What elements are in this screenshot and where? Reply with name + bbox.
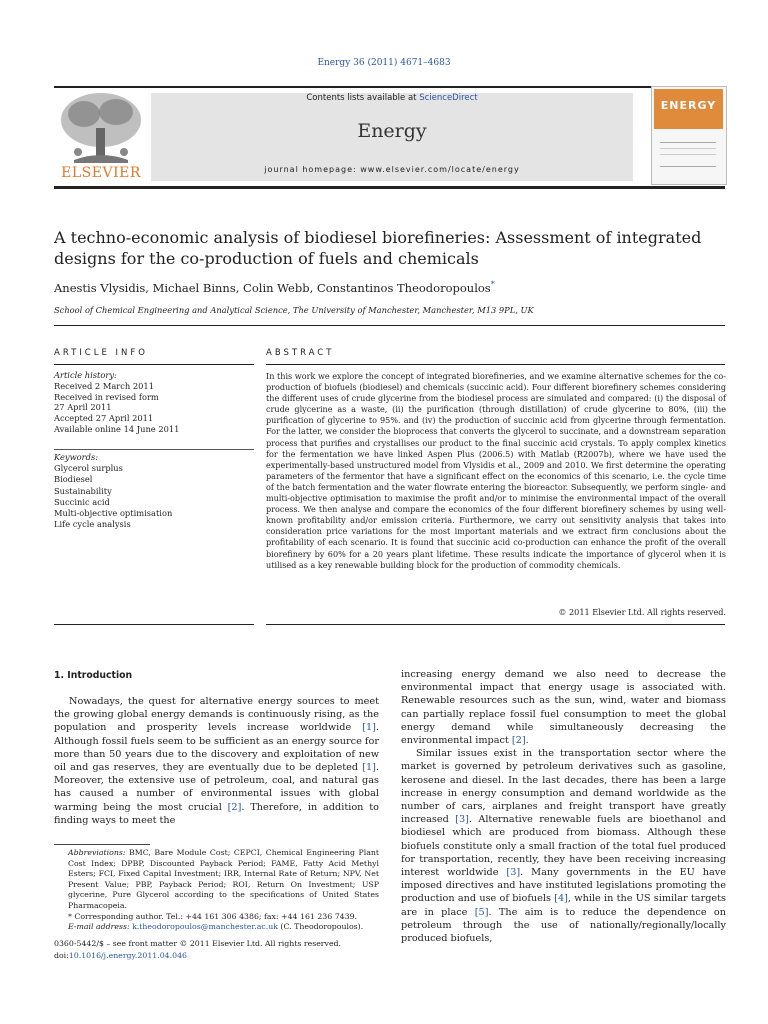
journal-cover-thumbnail xyxy=(651,86,727,185)
journal-citation[interactable]: Energy 36 (2011) 4671–4683 xyxy=(317,58,451,68)
history-item: Accepted 27 April 2011 xyxy=(54,413,154,424)
citation-link[interactable]: [3] xyxy=(506,867,521,879)
footnotes xyxy=(54,848,379,933)
header-bottom-rule xyxy=(54,186,725,189)
body-column-right xyxy=(401,668,726,945)
author-names: Anestis Vlysidis, Michael Binns, Colin Webb, Constantinos Theodoropoulos xyxy=(54,280,491,295)
intro-paragraph xyxy=(401,668,726,747)
paragraph-text: Nowadays, the quest for alternative energy sources to meet the growing global energy demands is continuously rising, as the population and prosperity levels increase worldwide xyxy=(54,696,379,734)
article-title: A techno-economic analysis of biodiesel biorefineries: Assessment of integrated designs for the co-production of fuels and chemicals xyxy=(54,228,702,268)
history-item: Received 2 March 2011 xyxy=(54,380,154,391)
paragraph-text: . xyxy=(525,735,529,747)
citation-link[interactable]: [1] xyxy=(362,722,376,734)
keyword-item: Sustainability xyxy=(54,485,112,496)
footnote-rule xyxy=(54,844,150,845)
paragraph-text: . Moreover, the extensive use of petroleum, coal, and natural gas has caused a number of environmental issues with global warming being the most crucial xyxy=(54,762,379,813)
abstract-bottom-rule xyxy=(266,624,725,625)
paragraph-text: . Alternative renewable fuels are bioethanol and biodiesel which are produced from biomass. Although these biofuels constitute only a small fraction of the total fuel produced for transportation, recently, they have been receiving increasing interest worldwide xyxy=(401,814,727,879)
front-matter xyxy=(54,938,379,961)
paragraph-text: , while in the US similar targets are in place xyxy=(401,893,726,918)
citation-link[interactable]: [5] xyxy=(474,906,489,918)
citation-link[interactable]: [1] xyxy=(362,762,376,774)
doi-prefix: doi: xyxy=(54,950,69,960)
abstract-text: In this work we explore the concept of integrated biorefineries, and we examine alternative schemes for the co-production of biofuels (biodiesel) and chemicals (succinic acid). Four different biorefinery schemes considering the different uses of crude glycerine from the biodiesel process are simulated and compared: (i) the disposal of crude glycerine as a waste, (ii) the purification (through distillation) of crude glycerine to 80%, (iii) the purification of glycerine to 95%. and (iv) the production of succinic acid from glycerine through fermentation. For the latter, we consider the bioprocess that converts the glycerol to succinate, and a downstream separation process that purifies and crystallises our product to the final succinic acid crystals. To apply complex kinetics for the fermentation we have linked Aspen Plus (2006.5) with Matlab (R2007b), where we have used the experimentally-based unstructured model from Vlysidis et al., 2009 and 2010. We first determine the operating parameters of the fermentor that have a significant effect on the economics of this scenario, i.e. the cycle time of the batch fermentation and the water flowrate entering the bioreactor. Subsequently, we perform single- and multi-objective optimisation to maximise the profit and/or to minimise the environmental impact of the overall process. We then analyse and compare the economics of the four different biorefinery schemes by using well-known profitability and/or emission criteria. Furthermore, we carry out sensitivity analysis that takes into consideration price variations for the most important materials and we extract firm conclusions about the profitability of each scenario. It is found that succinic acid co-production can enhance the profit of the overall biorefinery by 60% for a 20 years plant lifetime. These results indicate the importance of glycerol when it is utilised as a key renewable building block for the production of commodity chemicals. xyxy=(266,371,726,570)
cover-title: ENERGY xyxy=(660,99,717,112)
intro-paragraph xyxy=(54,695,379,827)
doi-link[interactable]: 10.1016/j.energy.2011.04.046 xyxy=(68,950,187,960)
abbreviations-footnote xyxy=(54,848,379,912)
body-column-left xyxy=(54,695,379,827)
abbreviations-label: Abbreviations: xyxy=(68,848,126,857)
journal-homepage[interactable]: journal homepage: www.elsevier.com/locate/energy xyxy=(264,165,520,174)
keywords-label: Keywords: xyxy=(54,452,99,462)
doi-line xyxy=(54,950,379,962)
keyword-item: Multi-objective optimisation xyxy=(54,508,173,519)
email-suffix: (C. Theodoropoulos). xyxy=(277,922,364,932)
contents-prefix: Contents lists available at xyxy=(306,93,420,103)
corresponding-author-footnote: * Corresponding author. Tel.: +44 161 306 4386; fax: +44 161 236 7439. xyxy=(68,911,358,921)
citation-link[interactable]: [2] xyxy=(227,801,242,813)
affiliation: School of Chemical Engineering and Analytical Science, The University of Manchester, Manchester, M13 9PL, UK xyxy=(54,305,534,315)
paragraph-text: Similar issues exist in the transportation sector where the market is governed by petroleum derivatives such as gasoline, kerosene and diesel. In the last decades, there has been a large increase in energy consumption and demand worldwide as the number of cars, airplanes and freight transport have greatly increased xyxy=(401,748,726,826)
citation-link[interactable]: [4] xyxy=(554,893,568,905)
section-heading-introduction: 1. Introduction xyxy=(54,670,133,681)
title-divider xyxy=(54,325,725,326)
paragraph-text: increasing energy demand we also need to decrease the environmental impact that energy usage is associated with. Renewable resources such as the sun, wind, water and biomass can partially replace fossil fuel consumption to meet the global energy demand while simultaneously decreasing the environmental impact xyxy=(401,669,726,747)
abbreviations-text: BMC, Bare Module Cost; CEPCI, Chemical Engineering Plant Cost Index; DPBP, Discounted Payback Period; FAME, Fatty Acid Methyl Esters; FCI, Fixed Capital Investment; IRR, Internal Rate of Return; NPV, Net Present Value; PBP, Payback Period; ROI, Return On Investment; USP glycerine, Pure Glycerol according to the specifications of United States Pharmacopeia. xyxy=(68,848,379,910)
article-info-bottom-rule xyxy=(54,624,254,625)
citation-link[interactable]: [2] xyxy=(511,735,526,747)
paragraph-text: . Although fossil fuels seem to be sufficient as an energy source for more than 50 years due to the discovery and exploitation of new oil and gas reserves, they are eventually due to be depleted xyxy=(54,722,379,774)
keyword-item: Life cycle analysis xyxy=(54,519,131,530)
paragraph-text: . The aim is to reduce the dependence on petroleum through the use of nationally/regionally/locally produced biofuels, xyxy=(401,906,727,945)
citation-link[interactable]: [3] xyxy=(455,814,469,826)
email-label: E-mail address: xyxy=(68,922,130,932)
history-item: Available online 14 June 2011 xyxy=(54,423,180,434)
article-info-rule xyxy=(54,364,254,365)
history-label: Article history: xyxy=(54,370,117,380)
keyword-item: Biodiesel xyxy=(54,474,93,485)
issn-line: 0360-5442/$ – see front matter © 2011 Elsevier Ltd. All rights reserved. xyxy=(54,939,342,948)
corresponding-author-mark[interactable]: * xyxy=(490,280,495,289)
author-list xyxy=(54,280,734,295)
abstract-rule xyxy=(266,364,725,365)
sciencedirect-link[interactable]: ScienceDirect xyxy=(419,93,478,103)
keyword-item: Glycerol surplus xyxy=(54,463,123,474)
email-footnote xyxy=(54,922,379,933)
email-link[interactable]: k.theodoropoulos@manchester.ac.uk xyxy=(132,922,278,932)
journal-name: Energy xyxy=(357,120,427,142)
paragraph-text: . Many governments in the EU have imposed directives and have instituted legislations promoting the production and use of biofuels xyxy=(401,867,726,905)
history-item: Received in revised form xyxy=(54,391,159,402)
keywords-block xyxy=(54,452,254,530)
paragraph-text: . Therefore, in addition to finding ways to meet the xyxy=(54,801,379,826)
elsevier-wordmark: ELSEVIER xyxy=(61,165,141,181)
cover-text-lines xyxy=(660,142,716,143)
keyword-item: Succinic acid xyxy=(54,496,110,507)
abstract-copyright: © 2011 Elsevier Ltd. All rights reserved. xyxy=(558,607,726,617)
intro-paragraph xyxy=(401,747,726,945)
abstract-heading: ABSTRACT xyxy=(266,348,335,358)
article-history xyxy=(54,370,254,435)
contents-line xyxy=(151,93,633,103)
history-item: 27 April 2011 xyxy=(54,402,112,413)
header-top-rule xyxy=(54,86,725,88)
keywords-rule xyxy=(54,449,254,450)
article-info-heading: ARTICLE INFO xyxy=(54,348,148,358)
